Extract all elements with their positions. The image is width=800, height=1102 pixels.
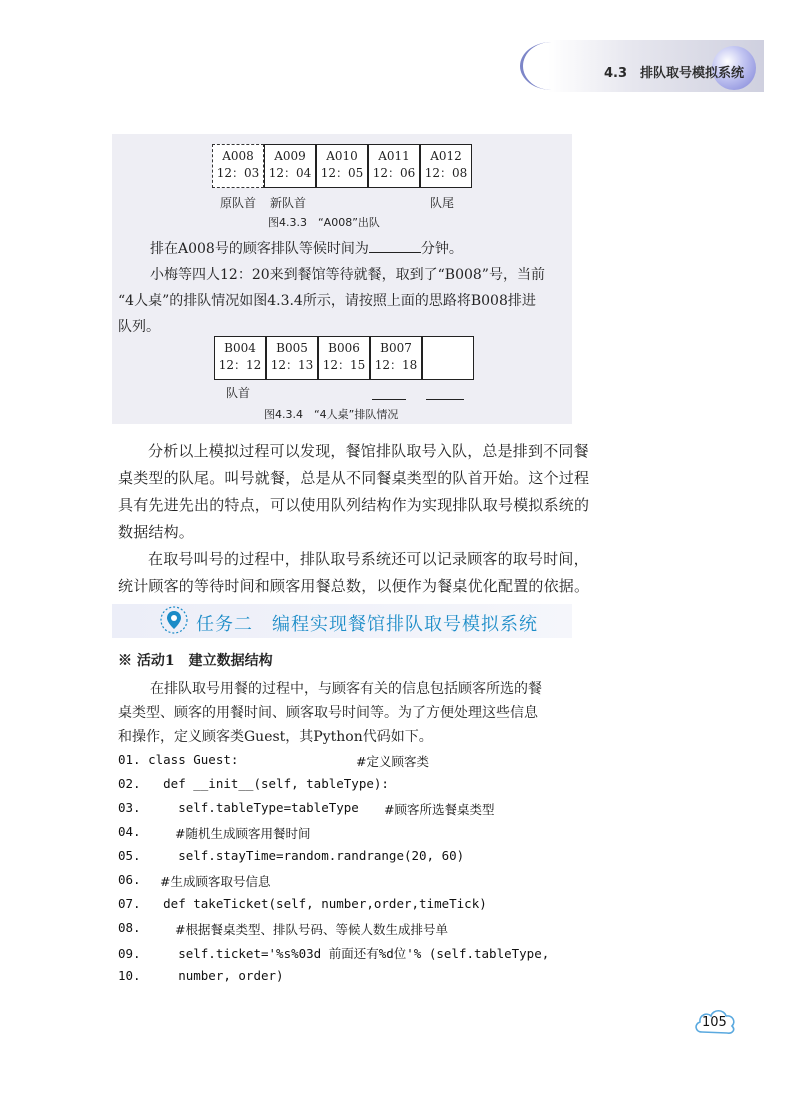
- line-number: 06.: [118, 872, 141, 887]
- figure-caption: 图4.3.3 “A008”出队: [268, 216, 380, 229]
- queue-cell: [318, 336, 370, 380]
- question-2-line: 队列。: [118, 319, 160, 335]
- cell-time: 12：15: [322, 358, 366, 372]
- paragraph-line: 数据结构。: [118, 523, 195, 541]
- code-line: [118, 896, 487, 911]
- cell-time: 12：06: [372, 166, 416, 180]
- paragraph-line: 分析以上模拟过程可以发现，餐馆排队取号入队，总是排到不同餐: [148, 442, 589, 460]
- head-label: 队首: [226, 386, 251, 400]
- label-blank: [426, 399, 464, 400]
- question-1: [150, 236, 463, 262]
- queue-cell-empty: [422, 336, 474, 380]
- activity-text-line: 在排队取号用餐的过程中，与顾客有关的信息包括顾客所选的餐: [150, 681, 542, 697]
- code-comment: #随机生成顾客用餐时间: [175, 826, 311, 841]
- code-line: [118, 776, 389, 791]
- question-2-line: “4人桌”的排队情况如图4.3.4所示，请按照上面的思路将B008排进: [118, 293, 536, 309]
- code-text: self.stayTime=random.randrange(20, 60): [140, 848, 465, 863]
- section-title: 4.3 排队取号模拟系统: [604, 66, 745, 81]
- question-1-text: 排在A008号的顾客排队等候时间为: [150, 241, 369, 257]
- code-text: class Guest:: [140, 752, 239, 767]
- paragraph-line: 桌类型的队尾。叫号就餐，总是从不同餐桌类型的队首开始。这个过程: [118, 469, 590, 487]
- cell-id: A008: [222, 149, 254, 163]
- cell-time: 12：03: [216, 166, 260, 180]
- queue-cell: [264, 144, 316, 188]
- page-number: 105: [702, 1015, 727, 1030]
- cell-id: B005: [276, 341, 308, 355]
- queue-cell: [370, 336, 422, 380]
- question-1-suffix: 分钟。: [420, 241, 463, 257]
- paragraph-line: 具有先进先出的特点，可以使用队列结构作为实现排队取号模拟系统的: [118, 496, 590, 514]
- queue-cell: [368, 144, 420, 188]
- line-number: 09.: [118, 946, 141, 961]
- queue-cell: [212, 144, 264, 188]
- activity-text-line: 桌类型、顾客的用餐时间、顾客取号时间等。为了方便处理这些信息: [118, 705, 538, 721]
- answer-blank: [369, 238, 421, 253]
- line-number: 03.: [118, 800, 141, 815]
- cell-id: B007: [380, 341, 412, 355]
- cell-time: 12：05: [320, 166, 364, 180]
- location-pin-icon: [160, 606, 188, 634]
- new-head-label: 新队首: [270, 196, 307, 210]
- code-text: self.ticket='%s%03d 前面还有%d位'% (self.tableType,: [140, 946, 550, 961]
- code-comment: #定义顾客类: [356, 754, 429, 769]
- line-number: 10.: [118, 968, 141, 983]
- cell-id: A009: [274, 149, 306, 163]
- line-number: 02.: [118, 776, 141, 791]
- code-text: self.tableType=tableType: [140, 800, 359, 815]
- code-line: [118, 824, 178, 839]
- queue-cell: [420, 144, 472, 188]
- code-text: [141, 824, 179, 839]
- label-blank: [372, 399, 406, 400]
- line-number: 05.: [118, 848, 141, 863]
- header-swoosh: [520, 42, 583, 90]
- tail-label: 队尾: [430, 196, 455, 210]
- code-text: number, order): [140, 968, 284, 983]
- activity-title: ※ 活动1 建立数据结构: [118, 653, 273, 669]
- code-line: [118, 944, 549, 962]
- line-number: 07.: [118, 896, 141, 911]
- cell-id: B004: [224, 341, 256, 355]
- task-title: 任务二 编程实现餐馆排队取号模拟系统: [196, 614, 538, 635]
- cell-time: 12：12: [218, 358, 262, 372]
- queue-cell: [214, 336, 266, 380]
- code-text: def __init__(self, tableType):: [140, 776, 389, 791]
- line-number: 01.: [118, 752, 141, 767]
- code-comment: #顾客所选餐桌类型: [384, 802, 495, 817]
- paragraph-line: 在取号叫号的过程中，排队取号系统还可以记录顾客的取号时间，: [148, 550, 589, 568]
- cell-time: 12：08: [424, 166, 468, 180]
- activity-text-line: 和操作，定义顾客类Guest，其Python代码如下。: [118, 729, 433, 745]
- queue-cell: [316, 144, 368, 188]
- paragraph-line: 统计顾客的等待时间和顾客用餐总数，以便作为餐桌优化配置的依据。: [118, 577, 590, 595]
- cell-time: 12：18: [374, 358, 418, 372]
- cell-id: A012: [430, 149, 462, 163]
- cell-time: 12：04: [268, 166, 312, 180]
- question-2-line: 小梅等四人12：20来到餐馆等待就餐，取到了“B008”号，当前: [150, 267, 545, 283]
- code-text: def takeTicket(self, number,order,timeTick): [140, 896, 487, 911]
- queue-cell: [266, 336, 318, 380]
- line-number: 04.: [118, 824, 141, 839]
- code-line: [118, 800, 359, 815]
- cell-id: A010: [326, 149, 358, 163]
- code-line: [118, 920, 178, 935]
- code-comment: #根据餐桌类型、排队号码、等候人数生成排号单: [175, 922, 448, 937]
- cell-id: A011: [378, 149, 410, 163]
- cell-time: 12：13: [270, 358, 314, 372]
- cell-id: B006: [328, 341, 360, 355]
- old-head-label: 原队首: [220, 196, 257, 210]
- code-line: [118, 848, 464, 863]
- code-line: [118, 968, 284, 983]
- code-text: [141, 920, 179, 935]
- code-comment: #生成顾客取号信息: [160, 874, 271, 889]
- figure-caption: 图4.3.4 “4人桌”排队情况: [264, 408, 399, 421]
- code-line: [118, 872, 163, 887]
- line-number: 08.: [118, 920, 141, 935]
- code-line: [118, 752, 238, 767]
